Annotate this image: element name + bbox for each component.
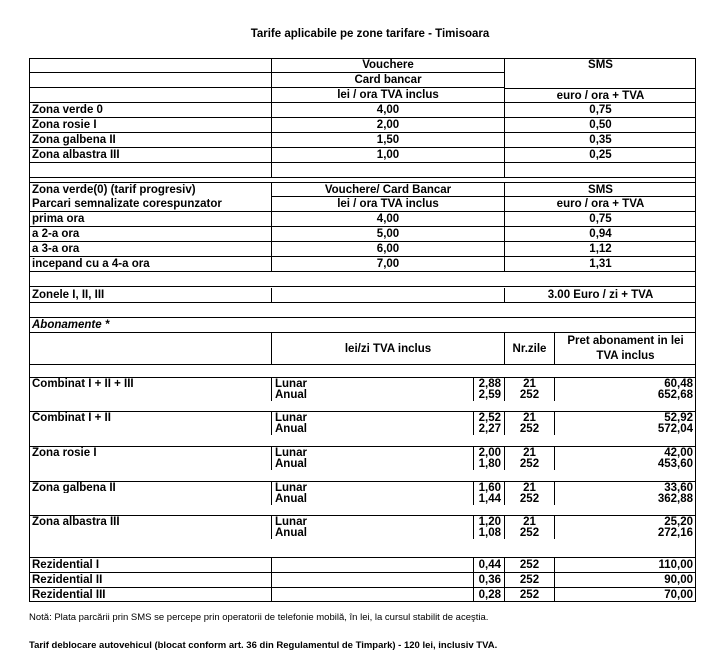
zone-label: Zona rosie I — [29, 118, 271, 133]
table-row — [29, 458, 696, 470]
period-label: Lunar — [271, 446, 473, 458]
days-count: 252 — [504, 458, 554, 470]
days-count: 252 — [504, 572, 554, 587]
subscription-name — [29, 458, 271, 470]
daily-price: 0,36 — [473, 572, 504, 587]
daily-price: 2,27 — [473, 423, 504, 435]
price-header-line2: TVA inclus — [596, 350, 655, 362]
hour-label: a 2-a ora — [29, 227, 271, 242]
table-row — [29, 133, 696, 148]
daily-price: 2,00 — [473, 446, 504, 458]
sms-price: 0,25 — [504, 148, 696, 163]
cell: SMS — [504, 182, 696, 197]
total-price: 42,00 — [554, 446, 696, 458]
days-count: 21 — [504, 377, 554, 389]
period-label: Anual — [271, 423, 473, 435]
zone-label: Zona verde 0 — [29, 103, 271, 118]
residential-name: Rezidential I — [29, 557, 271, 572]
daily-price: 1,08 — [473, 527, 504, 539]
cell: euro / ora + TVA — [504, 197, 696, 212]
daily-price: 1,80 — [473, 458, 504, 470]
days-count: 21 — [504, 481, 554, 493]
total-price: 110,00 — [554, 557, 696, 572]
days-count: 252 — [504, 557, 554, 572]
cell — [271, 557, 473, 572]
sms-price: 1,31 — [504, 257, 696, 272]
period-label: Anual — [271, 458, 473, 470]
page-title: Tarife aplicabile pe zone tarifare - Timisoara — [250, 28, 490, 40]
cell: euro / ora + TVA — [504, 88, 696, 103]
subscription-name — [29, 423, 271, 435]
table-row — [29, 572, 696, 587]
voucher-price: 1,00 — [271, 148, 504, 163]
table-row — [29, 411, 696, 423]
cell: SMS — [504, 58, 696, 73]
total-price: 90,00 — [554, 572, 696, 587]
abonamente-label: Abonamente * — [29, 318, 696, 333]
cell — [29, 333, 271, 365]
daily-price: 1,20 — [473, 515, 504, 527]
subscription-name — [29, 389, 271, 401]
sec1-header-row-3 — [29, 88, 696, 103]
cell — [271, 163, 504, 178]
sms-price: 0,35 — [504, 133, 696, 148]
zone-label: Zona galbena II — [29, 133, 271, 148]
table-row — [29, 515, 696, 527]
table-row — [29, 377, 696, 389]
abonamente-header-row — [29, 333, 696, 365]
cell — [29, 272, 271, 287]
cell: Card bancar — [271, 73, 504, 88]
daily-price: 2,52 — [473, 411, 504, 423]
sec1-header-row-1 — [29, 58, 696, 73]
days-count: 252 — [504, 527, 554, 539]
residential-name: Rezidential II — [29, 572, 271, 587]
days-count: 252 — [504, 587, 554, 602]
days-count: 252 — [504, 389, 554, 401]
cell — [271, 572, 473, 587]
table-row — [29, 587, 696, 602]
price-header — [554, 333, 696, 365]
zones-daily-row — [29, 288, 696, 303]
sms-price: 0,75 — [504, 103, 696, 118]
cell — [271, 272, 504, 287]
cell — [271, 288, 504, 303]
cell: Vouchere — [271, 58, 504, 73]
total-price: 453,60 — [554, 458, 696, 470]
daily-price: 2,59 — [473, 389, 504, 401]
total-price: 362,88 — [554, 493, 696, 505]
daily-price: 0,28 — [473, 587, 504, 602]
subscription-name: Zona albastra III — [29, 515, 271, 527]
cell — [29, 73, 271, 88]
voucher-price: 5,00 — [271, 227, 504, 242]
subscription-name — [29, 527, 271, 539]
table-row — [29, 493, 696, 505]
hour-label: incepand cu a 4-a ora — [29, 257, 271, 272]
sec2-header-row-1 — [29, 182, 696, 197]
zones-label: Zonele I, II, III — [29, 288, 271, 303]
period-label: Lunar — [271, 377, 473, 389]
cell — [504, 163, 696, 178]
price-header-line1: Pret abonament in lei — [567, 335, 684, 347]
table-row — [29, 481, 696, 493]
table-row — [29, 423, 696, 435]
days-count: 21 — [504, 411, 554, 423]
subscription-name — [29, 493, 271, 505]
days-count: 252 — [504, 423, 554, 435]
subscription-name: Combinat I + II — [29, 411, 271, 423]
sms-note: Notă: Plata parcării prin SMS se percepe prin operatorii de telefonie mobilă, în lei, la cursul stabilit de aceştia. — [29, 612, 489, 623]
table-row — [29, 242, 696, 257]
cell: Zona verde(0) (tarif progresiv) — [29, 182, 271, 197]
table-row — [29, 118, 696, 133]
hour-label: a 3-a ora — [29, 242, 271, 257]
table-row — [29, 527, 696, 539]
period-label: Anual — [271, 527, 473, 539]
cell: lei / ora TVA inclus — [271, 197, 504, 212]
zone-label: Zona albastra III — [29, 148, 271, 163]
daily-price: 2,88 — [473, 377, 504, 389]
abonamente-label-row — [29, 318, 696, 333]
hour-label: prima ora — [29, 212, 271, 227]
table-row — [29, 227, 696, 242]
total-price: 52,92 — [554, 411, 696, 423]
cell: Parcari semnalizate corespunzator — [29, 197, 271, 212]
daily-price: 0,44 — [473, 557, 504, 572]
daily-price-header: lei/zi TVA inclus — [271, 333, 504, 365]
daily-rate: 3.00 Euro / zi + TVA — [504, 288, 696, 303]
sms-price: 0,94 — [504, 227, 696, 242]
table-row — [29, 389, 696, 401]
spacer-row — [29, 163, 696, 178]
cell — [504, 73, 696, 88]
cell — [29, 58, 271, 73]
cell — [29, 88, 271, 103]
period-label: Lunar — [271, 515, 473, 527]
voucher-price: 4,00 — [271, 103, 504, 118]
period-label: Anual — [271, 493, 473, 505]
sec1-header-row-2 — [29, 73, 696, 88]
spacer-row — [29, 272, 696, 287]
cell: Vouchere/ Card Bancar — [271, 182, 504, 197]
table-row — [29, 257, 696, 272]
cell — [29, 163, 271, 178]
total-price: 25,20 — [554, 515, 696, 527]
cell — [271, 587, 473, 602]
spacer-row — [29, 303, 696, 318]
voucher-price: 6,00 — [271, 242, 504, 257]
total-price: 652,68 — [554, 389, 696, 401]
residential-name: Rezidential III — [29, 587, 271, 602]
cell — [29, 303, 696, 318]
total-price: 572,04 — [554, 423, 696, 435]
sec2-header-row-2 — [29, 197, 696, 212]
days-header: Nr.zile — [504, 333, 554, 365]
days-count: 252 — [504, 493, 554, 505]
total-price: 272,16 — [554, 527, 696, 539]
total-price: 70,00 — [554, 587, 696, 602]
days-count: 21 — [504, 446, 554, 458]
unlock-fee-note: Tarif deblocare autovehicul (blocat conform art. 36 din Regulamentul de Timpark) - 120 lei, inclusiv TVA. — [29, 640, 498, 651]
voucher-price: 4,00 — [271, 212, 504, 227]
period-label: Lunar — [271, 481, 473, 493]
sms-price: 1,12 — [504, 242, 696, 257]
table-row — [29, 446, 696, 458]
voucher-price: 7,00 — [271, 257, 504, 272]
days-count: 21 — [504, 515, 554, 527]
daily-price: 1,44 — [473, 493, 504, 505]
cell: lei / ora TVA inclus — [271, 88, 504, 103]
subscription-name: Zona rosie I — [29, 446, 271, 458]
total-price: 60,48 — [554, 377, 696, 389]
table-row — [29, 557, 696, 572]
table-row — [29, 212, 696, 227]
total-price: 33,60 — [554, 481, 696, 493]
period-label: Lunar — [271, 411, 473, 423]
sms-price: 0,50 — [504, 118, 696, 133]
table-row — [29, 148, 696, 163]
daily-price: 1,60 — [473, 481, 504, 493]
sms-price: 0,75 — [504, 212, 696, 227]
subscription-name: Combinat I + II + III — [29, 377, 271, 389]
period-label: Anual — [271, 389, 473, 401]
subscription-name: Zona galbena II — [29, 481, 271, 493]
voucher-price: 1,50 — [271, 133, 504, 148]
cell — [504, 272, 696, 287]
table-row — [29, 103, 696, 118]
voucher-price: 2,00 — [271, 118, 504, 133]
